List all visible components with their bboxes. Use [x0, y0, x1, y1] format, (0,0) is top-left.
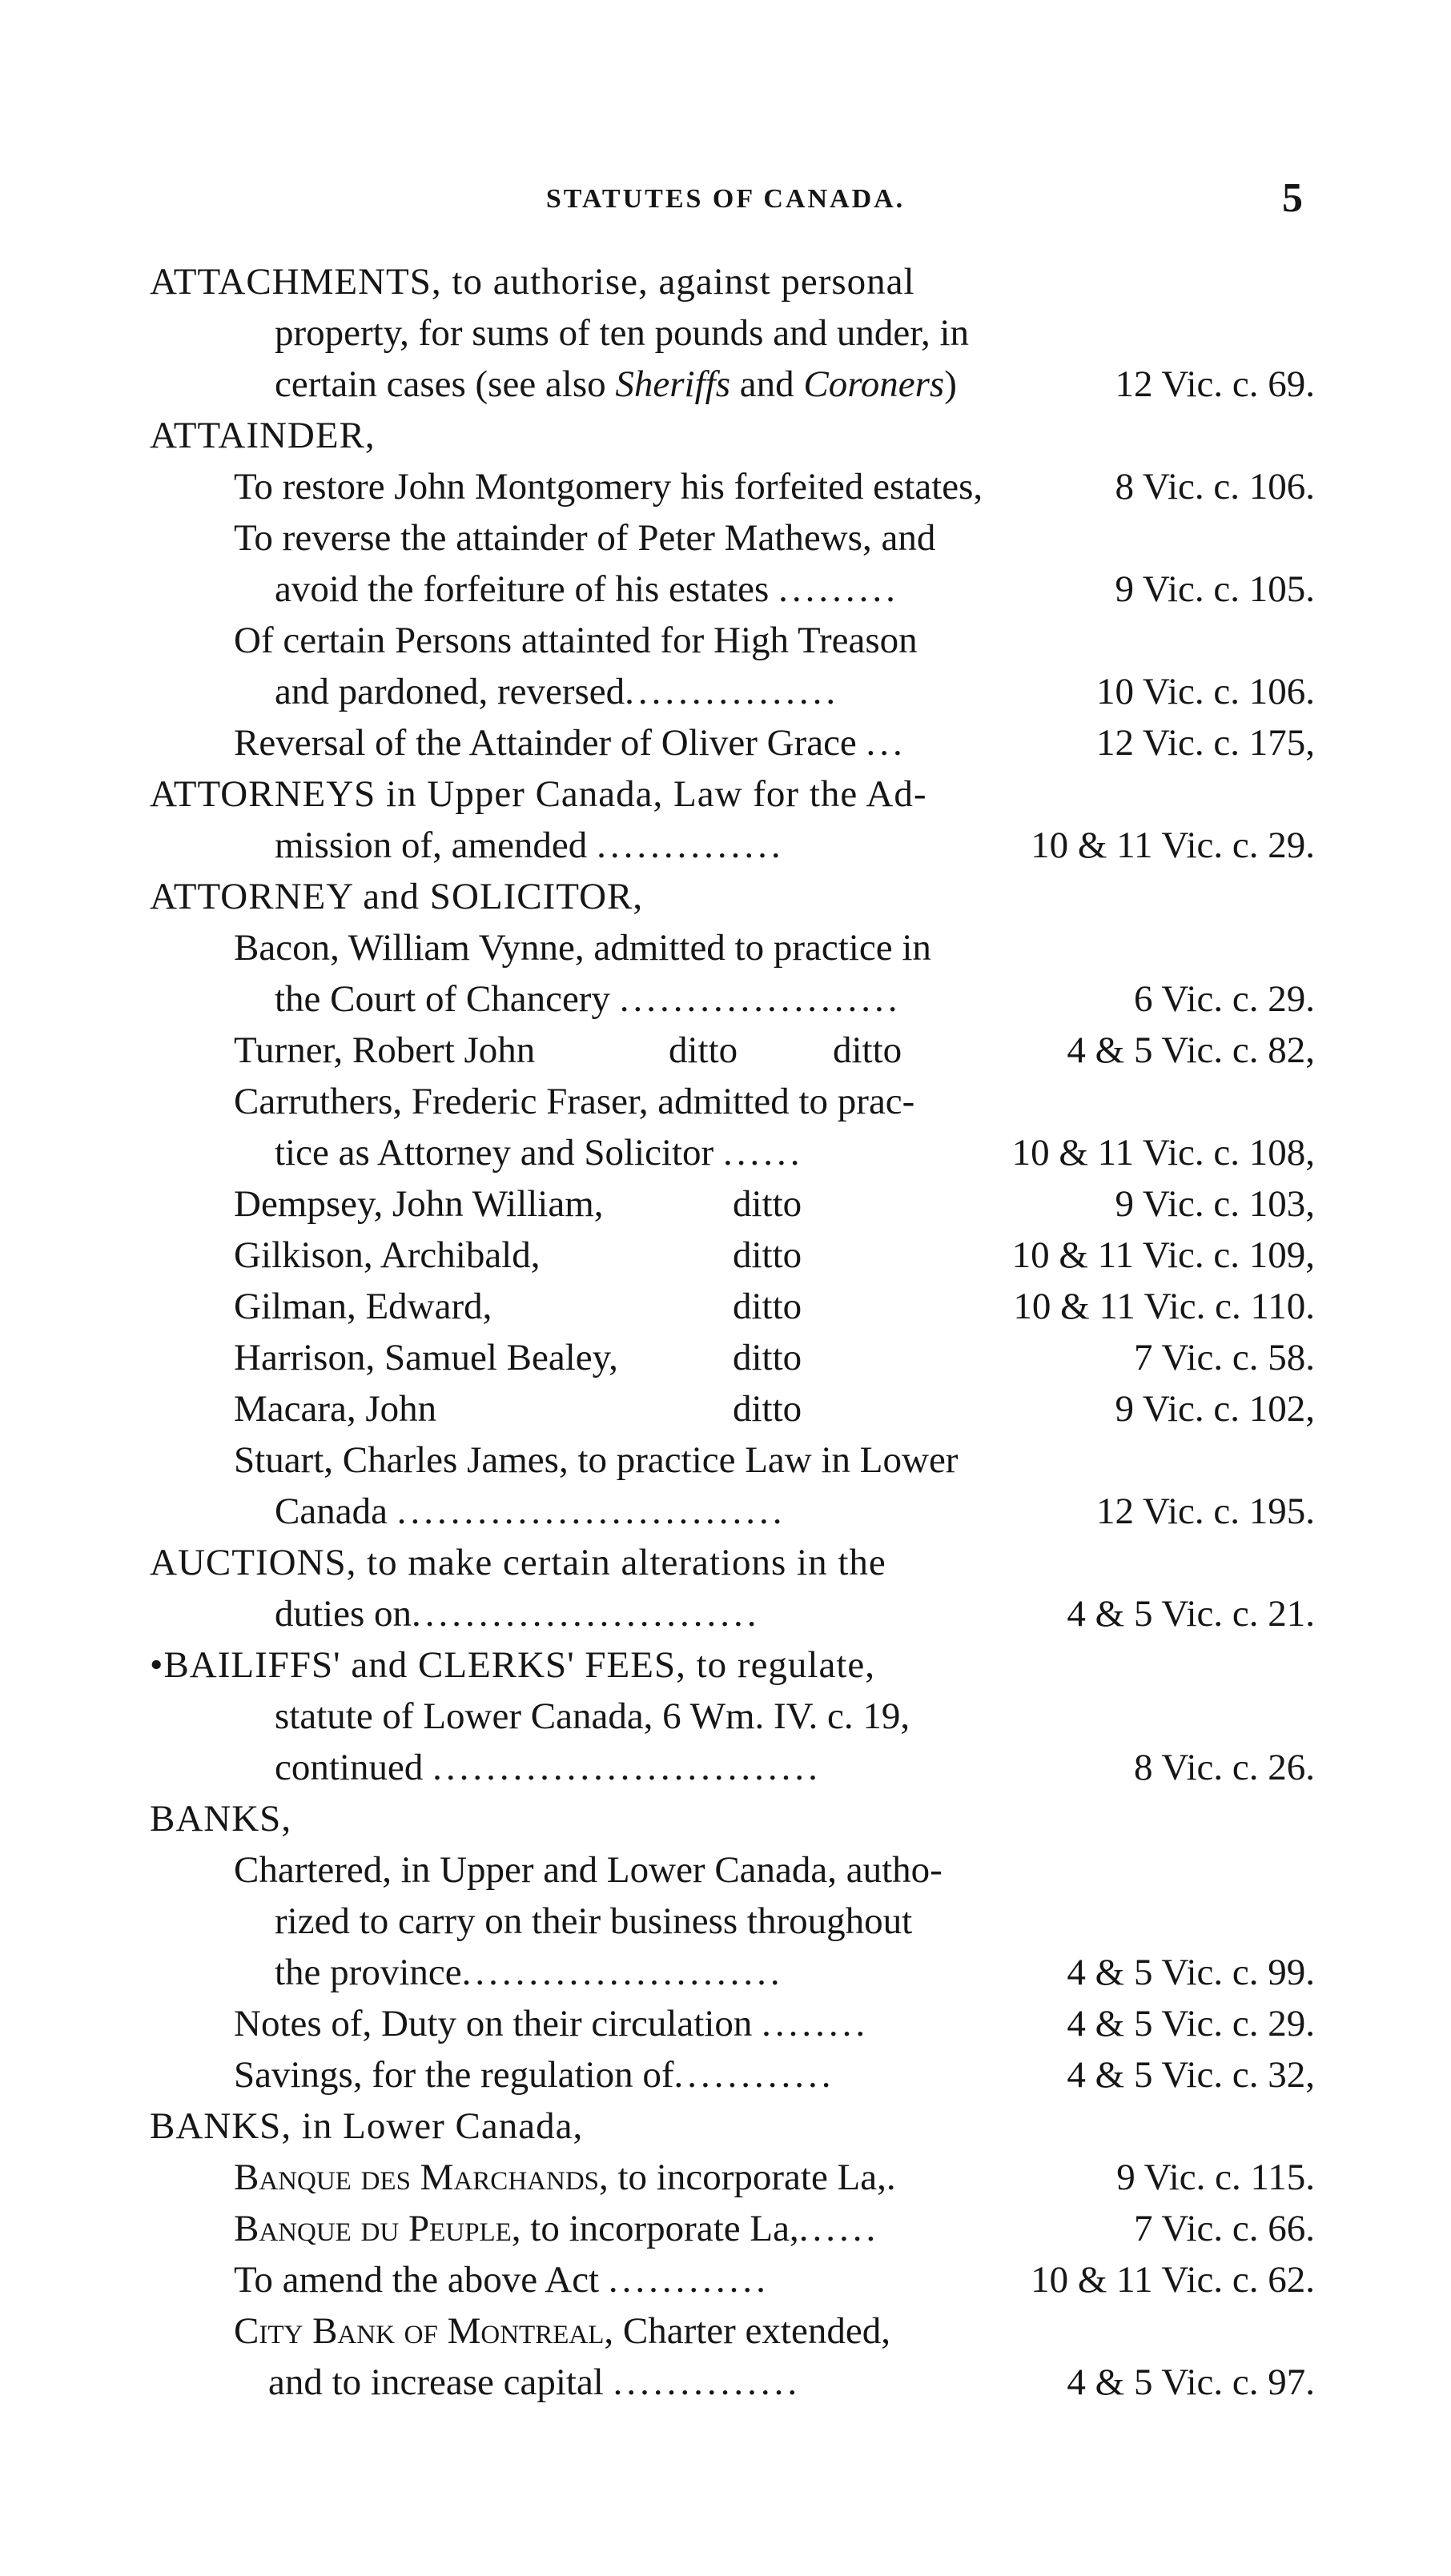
entry-ditto-row	[0, 1230, 1451, 1281]
entry-auctions-line-1	[0, 1537, 1451, 1588]
entry-text	[275, 666, 839, 717]
dot-leader: ........................	[461, 1952, 784, 1993]
entry-text: ATTORNEYS in Upper Canada, Law for the Ad-	[150, 773, 927, 815]
citation: 12 Vic. c. 195.	[1095, 1491, 1315, 1532]
entry-text: Harrison, Samuel Bealey,	[234, 1337, 618, 1378]
entry-heading: BANKS,	[150, 1798, 292, 1840]
ditto-mark: ditto	[733, 1234, 802, 1276]
dot-leader: ..........................	[412, 1593, 761, 1635]
entry-bailiffs-line-3	[0, 1742, 1451, 1793]
entry-text-part: )	[944, 363, 957, 405]
entry-text-part: and pardoned, reversed	[275, 671, 625, 712]
index-entries	[0, 256, 1451, 2408]
entry-attainder-persons-2	[0, 666, 1451, 717]
entry-text	[234, 2305, 890, 2357]
entry-ditto-row	[0, 1383, 1451, 1434]
entry-ditto-row	[0, 1281, 1451, 1332]
entry-text	[234, 2203, 879, 2254]
dot-leader: ...	[866, 722, 906, 764]
entry-attainder-mathews-2	[0, 564, 1451, 615]
entry-text	[268, 2357, 801, 2408]
citation: 4 & 5 Vic. c. 82,	[1067, 1029, 1315, 1071]
citation: 9 Vic. c. 105.	[1115, 568, 1315, 610]
entry-text-part: certain cases (see also	[275, 363, 616, 405]
entry-text	[234, 717, 906, 768]
entry-text: rized to carry on their business throughout	[275, 1900, 913, 1942]
dot-leader: ..............	[613, 2361, 802, 2403]
citation: 7 Vic. c. 58.	[1133, 1337, 1315, 1378]
entry-text: •BAILIFFS' and CLERKS' FEES, to regulate,	[150, 1644, 876, 1686]
entry-heading: BANKS, in Lower Canada,	[150, 2105, 584, 2147]
entry-banks-lower-heading	[0, 2101, 1451, 2152]
entry-text-part: Savings, for the regulation of	[234, 2054, 674, 2096]
entry-text	[275, 1742, 822, 1793]
entry-text-part: the province	[275, 1952, 462, 1993]
citation: 4 & 5 Vic. c. 32,	[1067, 2054, 1315, 2096]
entry-banque-marchands	[0, 2152, 1451, 2203]
entry-text: Of certain Persons attainted for High Treason	[234, 620, 918, 661]
entry-bailiffs-line-1	[0, 1639, 1451, 1691]
entry-text: ATTACHMENTS, to authorise, against personal	[150, 261, 915, 303]
entry-text: Stuart, Charles James, to practice Law in Lower	[234, 1439, 959, 1481]
entry-attachments-line-3	[0, 359, 1451, 410]
entry-text	[275, 820, 785, 871]
entry-attainder-montgomery	[0, 461, 1451, 512]
citation: 4 & 5 Vic. c. 99.	[1067, 1952, 1315, 1993]
entry-auctions-line-2	[0, 1588, 1451, 1639]
entry-attorneys-line-1	[0, 768, 1451, 820]
entry-attachments-line-2	[0, 307, 1451, 359]
citation: 10 & 11 Vic. c. 110.	[1013, 1286, 1315, 1327]
entry-attainder-grace	[0, 717, 1451, 768]
running-title: STATUTES OF CANADA.	[545, 184, 906, 214]
ditto-mark: ditto	[733, 1183, 802, 1225]
entry-text-part: the Court of Chancery	[275, 978, 610, 1020]
entry-text	[275, 973, 901, 1025]
entry-text-part: duties on	[275, 1593, 412, 1635]
entry-text: Dempsey, John William,	[234, 1183, 604, 1225]
citation: 10 & 11 Vic. c. 62.	[1031, 2259, 1315, 2301]
entry-text	[234, 1998, 869, 2049]
dot-leader: ......	[722, 1132, 804, 1174]
bank-name: Banque des Marchands	[234, 2157, 599, 2198]
entry-amend-act	[0, 2254, 1451, 2305]
dot-leader: ........	[762, 2003, 870, 2044]
entry-attorneys-line-2	[0, 820, 1451, 871]
citation: 12 Vic. c. 175,	[1095, 722, 1315, 764]
ditto-mark: ditto	[733, 1337, 802, 1378]
entry-text-part: Notes of, Duty on their circulation	[234, 2003, 753, 2044]
entry-attainder-mathews-1	[0, 512, 1451, 564]
entry-text-part: Canada	[275, 1491, 388, 1532]
citation: 9 Vic. c. 102,	[1115, 1388, 1315, 1430]
entry-attainder-heading	[0, 410, 1451, 461]
entry-text-part: To amend the above Act	[234, 2259, 600, 2301]
entry-text	[275, 1588, 761, 1639]
entry-heading: ATTAINDER,	[150, 415, 376, 456]
entry-text	[275, 359, 957, 410]
citation: 10 Vic. c. 106.	[1095, 671, 1315, 712]
citation: 12 Vic. c. 69.	[1115, 363, 1315, 405]
citation: 10 & 11 Vic. c. 29.	[1031, 825, 1315, 866]
ditto-mark: ditto	[833, 1029, 902, 1071]
citation: 4 & 5 Vic. c. 21.	[1067, 1593, 1315, 1635]
entry-text: To restore John Montgomery his forfeited estates,	[234, 466, 983, 508]
dot-leader: .........	[778, 568, 899, 610]
entry-text: Macara, John	[234, 1388, 437, 1430]
entry-text	[234, 2152, 896, 2203]
entry-text: To reverse the attainder of Peter Mathews, and	[234, 517, 936, 559]
entry-turner	[0, 1025, 1451, 1076]
entry-text-part: Reversal of the Attainder of Oliver Grace	[234, 722, 857, 764]
entry-text-part: , to incorporate La,.	[599, 2157, 896, 2198]
ditto-mark: ditto	[733, 1388, 802, 1430]
dot-leader: ......	[798, 2208, 880, 2249]
entry-text	[275, 1947, 784, 1998]
entry-text-part: avoid the forfeiture of his estates	[275, 568, 770, 610]
dot-leader: .....................	[619, 978, 902, 1020]
entry-text-part: and to increase capital	[268, 2361, 604, 2403]
citation: 9 Vic. c. 103,	[1115, 1183, 1315, 1225]
citation: 6 Vic. c. 29.	[1133, 978, 1315, 1020]
ditto-mark: ditto	[669, 1029, 738, 1071]
entry-banks-heading	[0, 1793, 1451, 1844]
entry-ditto-row	[0, 1178, 1451, 1230]
citation: 8 Vic. c. 26.	[1133, 1747, 1315, 1788]
entry-city-bank-2	[0, 2357, 1451, 2408]
dot-leader: ................	[625, 671, 840, 712]
dot-leader: ............	[608, 2259, 770, 2301]
entry-banks-chartered-3	[0, 1947, 1451, 1998]
entry-text: statute of Lower Canada, 6 Wm. IV. c. 19,	[275, 1695, 910, 1737]
entry-city-bank-1	[0, 2305, 1451, 2357]
cross-reference-coroners: Coroners	[803, 363, 945, 405]
entry-banks-savings	[0, 2049, 1451, 2101]
entry-text	[234, 2254, 770, 2305]
entry-banks-chartered-1	[0, 1844, 1451, 1896]
entry-text-part: , Charter extended,	[604, 2310, 890, 2352]
entry-text	[275, 1486, 786, 1537]
dot-leader: ..............	[597, 825, 785, 866]
entry-banks-chartered-2	[0, 1896, 1451, 1947]
cross-reference-sheriffs: Sheriffs	[615, 363, 731, 405]
entry-text: Gilkison, Archibald,	[234, 1234, 541, 1276]
entry-carruthers-1	[0, 1076, 1451, 1127]
citation: 10 & 11 Vic. c. 109,	[1011, 1234, 1315, 1276]
entry-text: AUCTIONS, to make certain alterations in the	[150, 1542, 886, 1583]
entry-banks-notes	[0, 1998, 1451, 2049]
citation: 8 Vic. c. 106.	[1115, 466, 1315, 508]
entry-bailiffs-line-2	[0, 1691, 1451, 1742]
citation: 10 & 11 Vic. c. 108,	[1011, 1132, 1315, 1174]
entry-text: Chartered, in Upper and Lower Canada, autho-	[234, 1849, 943, 1891]
page-number: 5	[1282, 175, 1303, 221]
entry-text-part: , to incorporate La,	[511, 2208, 799, 2249]
citation: 7 Vic. c. 66.	[1133, 2208, 1315, 2249]
entry-bacon-2	[0, 973, 1451, 1025]
bank-name: Banque du Peuple	[234, 2208, 512, 2249]
entry-text	[234, 2049, 835, 2101]
entry-carruthers-2	[0, 1127, 1451, 1178]
entry-text: Gilman, Edward,	[234, 1286, 492, 1327]
entry-attorney-solicitor-heading	[0, 871, 1451, 922]
entry-text	[275, 1127, 803, 1178]
entry-bacon-1	[0, 922, 1451, 973]
running-head	[0, 175, 1451, 223]
entry-stuart-1	[0, 1434, 1451, 1486]
dot-leader: .............................	[396, 1491, 786, 1532]
entry-text-part: and	[730, 363, 804, 405]
citation: 4 & 5 Vic. c. 97.	[1067, 2361, 1315, 2403]
entry-text	[275, 564, 899, 615]
entry-text: Bacon, William Vynne, admitted to practice in	[234, 927, 931, 969]
entry-banque-peuple	[0, 2203, 1451, 2254]
entry-heading: ATTORNEY and SOLICITOR,	[150, 876, 644, 917]
citation: 4 & 5 Vic. c. 29.	[1067, 2003, 1315, 2044]
dot-leader: .............................	[432, 1747, 822, 1788]
ditto-mark: ditto	[733, 1286, 802, 1327]
citation: 9 Vic. c. 115.	[1116, 2157, 1315, 2198]
entry-text: Carruthers, Frederic Fraser, admitted to prac-	[234, 1081, 915, 1122]
entry-ditto-row	[0, 1332, 1451, 1383]
entry-attachments-line-1	[0, 256, 1451, 307]
entry-stuart-2	[0, 1486, 1451, 1537]
dot-leader: ............	[673, 2054, 835, 2096]
entry-text-part: tice as Attorney and Solicitor	[275, 1132, 714, 1174]
entry-text: property, for sums of ten pounds and under, in	[275, 312, 970, 354]
entry-text: Turner, Robert John	[234, 1029, 536, 1071]
bank-name: City Bank of Montreal	[234, 2310, 605, 2352]
entry-text-part: mission of, amended	[275, 825, 588, 866]
entry-text-part: continued	[275, 1747, 424, 1788]
entry-attainder-persons-1	[0, 615, 1451, 666]
